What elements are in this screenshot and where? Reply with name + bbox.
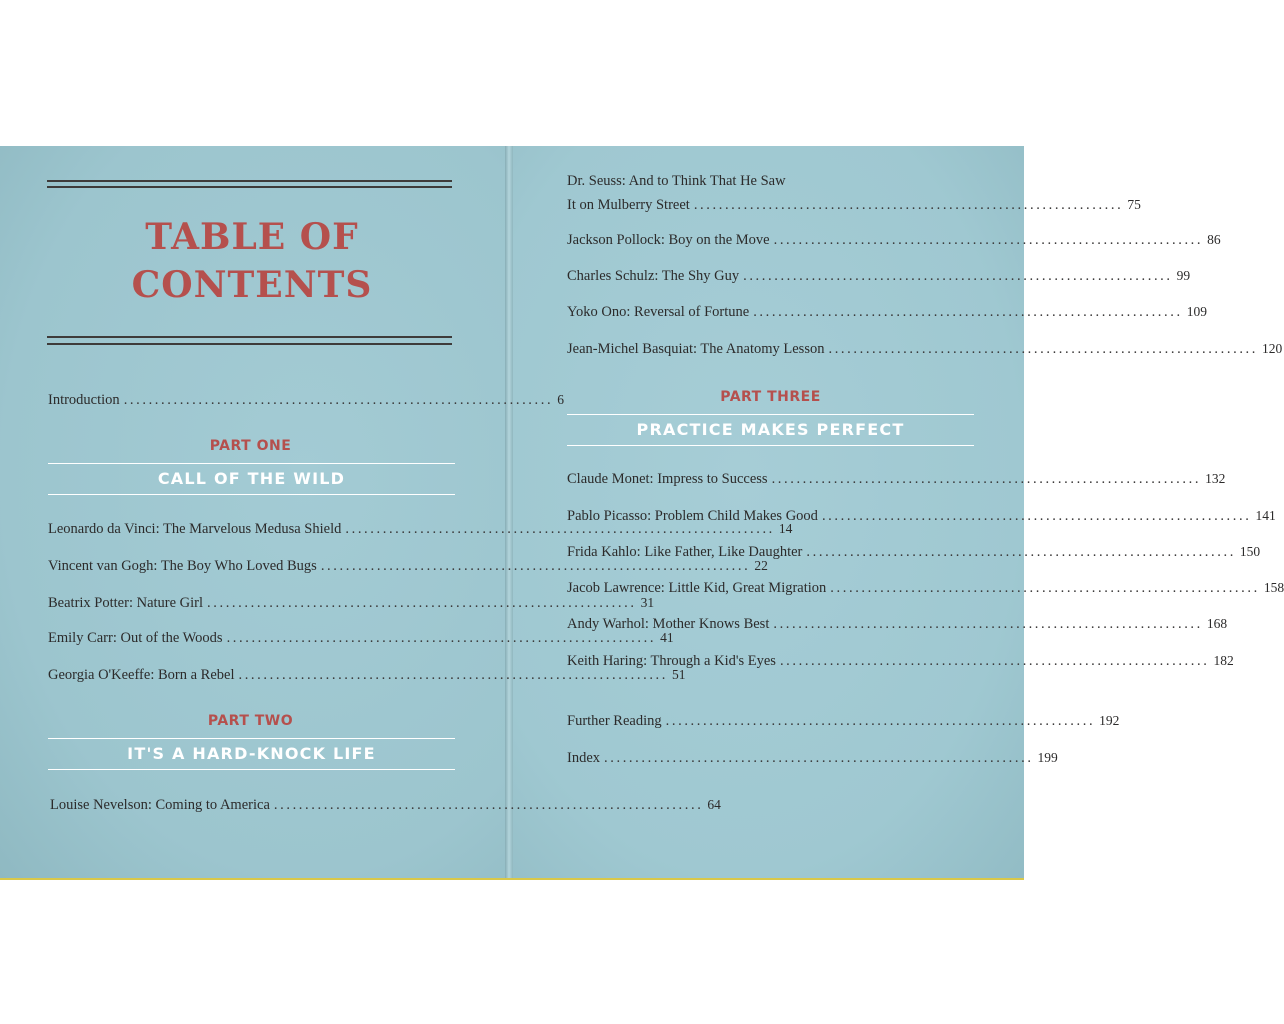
toc-entry[interactable] xyxy=(567,470,1226,488)
toc-entry-label: Jacob Lawrence: Little Kid, Great Migration xyxy=(567,580,827,596)
toc-entry[interactable] xyxy=(48,557,768,575)
part-three-label: PART THREE xyxy=(720,389,821,405)
toc-entry-page: 109 xyxy=(1186,304,1207,319)
toc-entry-page: 150 xyxy=(1239,544,1261,559)
dot-leader: ..................................................................... xyxy=(779,653,1210,669)
dot-leader: ..................................................................... xyxy=(753,304,1183,320)
toc-entry-page: 86 xyxy=(1207,232,1221,247)
dot-leader: ..................................................................... xyxy=(693,197,1124,213)
dot-leader: ..................................................................... xyxy=(773,616,1203,632)
toc-entry[interactable] xyxy=(48,629,674,647)
toc-entry-page: 141 xyxy=(1255,508,1276,523)
dot-leader: ..................................................................... xyxy=(604,750,1034,766)
toc-entry-introduction[interactable] xyxy=(48,391,564,409)
part-one-label: PART ONE xyxy=(209,438,292,454)
toc-entry-page: 51 xyxy=(672,667,686,682)
toc-entry-label: Andy Warhol: Mother Knows Best xyxy=(567,616,770,632)
toc-entry-page: 41 xyxy=(660,630,674,645)
toc-entry-page: 14 xyxy=(778,521,793,536)
title-bottom-rule xyxy=(47,336,452,348)
toc-entry-multiline[interactable] xyxy=(567,172,1141,214)
toc-entry-page: 75 xyxy=(1127,197,1141,212)
toc-entry-page: 158 xyxy=(1263,580,1284,595)
toc-entry-label: Emily Carr: Out of the Woods xyxy=(48,630,223,646)
toc-entry[interactable] xyxy=(50,796,721,814)
book-gutter xyxy=(505,146,513,878)
toc-entry[interactable] xyxy=(567,303,1207,321)
toc-entry[interactable] xyxy=(567,340,1283,358)
toc-entry-label: Vincent van Gogh: The Boy Who Loved Bugs xyxy=(48,558,317,574)
toc-entry-page: 22 xyxy=(754,558,768,573)
toc-entry-label: Jackson Pollock: Boy on the Move xyxy=(567,232,770,248)
dot-leader: ..................................................................... xyxy=(828,341,1258,357)
toc-entry-label: Louise Nevelson: Coming to America xyxy=(50,797,270,813)
dot-leader: ..................................................................... xyxy=(207,595,637,611)
part-two-label: PART TWO xyxy=(207,713,294,729)
toc-entry[interactable] xyxy=(567,579,1284,597)
toc-entry-label: Jean-Michel Basquiat: The Anatomy Lesson xyxy=(567,341,825,357)
page-title-line1: TABLE OF xyxy=(145,216,359,258)
toc-entry-page: 6 xyxy=(557,392,564,407)
dot-leader: ..................................................................... xyxy=(123,392,554,408)
dot-leader: ..................................................................... xyxy=(771,471,1202,487)
dot-leader: ..................................................................... xyxy=(773,232,1204,248)
dot-leader: ..................................................................... xyxy=(665,713,1096,729)
dot-leader: ..................................................................... xyxy=(238,667,669,683)
toc-entry-label: Beatrix Potter: Nature Girl xyxy=(48,595,204,611)
toc-entry-page: 192 xyxy=(1099,713,1120,728)
dot-leader: ..................................................................... xyxy=(821,508,1252,524)
toc-entry-label: Index xyxy=(567,750,601,766)
toc-entry-label: Leonardo da Vinci: The Marvelous Medusa Shield xyxy=(48,521,342,537)
toc-entry[interactable] xyxy=(48,594,655,612)
toc-entry[interactable] xyxy=(567,507,1276,525)
toc-entry-label: Georgia O'Keeffe: Born a Rebel xyxy=(48,667,235,683)
toc-entry-page: 31 xyxy=(640,595,655,610)
toc-entry[interactable] xyxy=(567,652,1234,670)
part-three-title: PRACTICE MAKES PERFECT xyxy=(567,414,974,446)
toc-entry-page: 168 xyxy=(1206,616,1228,631)
toc-entry-page: 182 xyxy=(1213,653,1234,668)
toc-entry[interactable] xyxy=(567,267,1191,285)
toc-entry-label: Frida Kahlo: Like Father, Like Daughter xyxy=(567,544,803,560)
dot-leader: ..................................................................... xyxy=(830,580,1260,596)
toc-entry-further-reading[interactable] xyxy=(567,712,1120,730)
toc-entry-label: Pablo Picasso: Problem Child Makes Good xyxy=(567,508,818,524)
toc-entry-page: 64 xyxy=(707,797,721,812)
toc-entry-label-line1: Dr. Seuss: And to Think That He Saw xyxy=(567,173,786,189)
toc-entry-index[interactable] xyxy=(567,749,1058,767)
toc-entry-label: Further Reading xyxy=(567,713,662,729)
toc-entry[interactable] xyxy=(567,543,1261,561)
toc-entry-label: Keith Haring: Through a Kid's Eyes xyxy=(567,653,776,669)
page-title-line2: CONTENTS xyxy=(131,264,373,306)
dot-leader: ..................................................................... xyxy=(806,544,1236,560)
toc-entry[interactable] xyxy=(48,666,686,684)
title-top-rule xyxy=(47,180,452,192)
toc-entry-page: 199 xyxy=(1037,750,1058,765)
toc-entry[interactable] xyxy=(567,231,1221,249)
toc-entry[interactable] xyxy=(567,615,1228,633)
toc-entry-page: 132 xyxy=(1205,471,1226,486)
part-two-title: IT'S A HARD-KNOCK LIFE xyxy=(48,738,455,770)
toc-entry-label: It on Mulberry Street xyxy=(567,197,690,213)
toc-entry[interactable] xyxy=(48,520,793,538)
toc-entry-label: Charles Schulz: The Shy Guy xyxy=(567,268,740,284)
toc-entry-label: Claude Monet: Impress to Success xyxy=(567,471,768,487)
dot-leader: ..................................................................... xyxy=(743,268,1173,284)
dot-leader: ..................................................................... xyxy=(226,630,657,646)
toc-entry-page: 99 xyxy=(1176,268,1191,283)
toc-entry-label: Introduction xyxy=(48,392,120,408)
dot-leader: ..................................................................... xyxy=(273,797,704,813)
toc-entry-label: Yoko Ono: Reversal of Fortune xyxy=(567,304,750,320)
dot-leader: ..................................................................... xyxy=(345,521,775,537)
page-title xyxy=(47,213,457,309)
toc-entry-page: 120 xyxy=(1262,341,1283,356)
part-one-title: CALL OF THE WILD xyxy=(48,463,455,495)
dot-leader: ..................................................................... xyxy=(320,558,751,574)
